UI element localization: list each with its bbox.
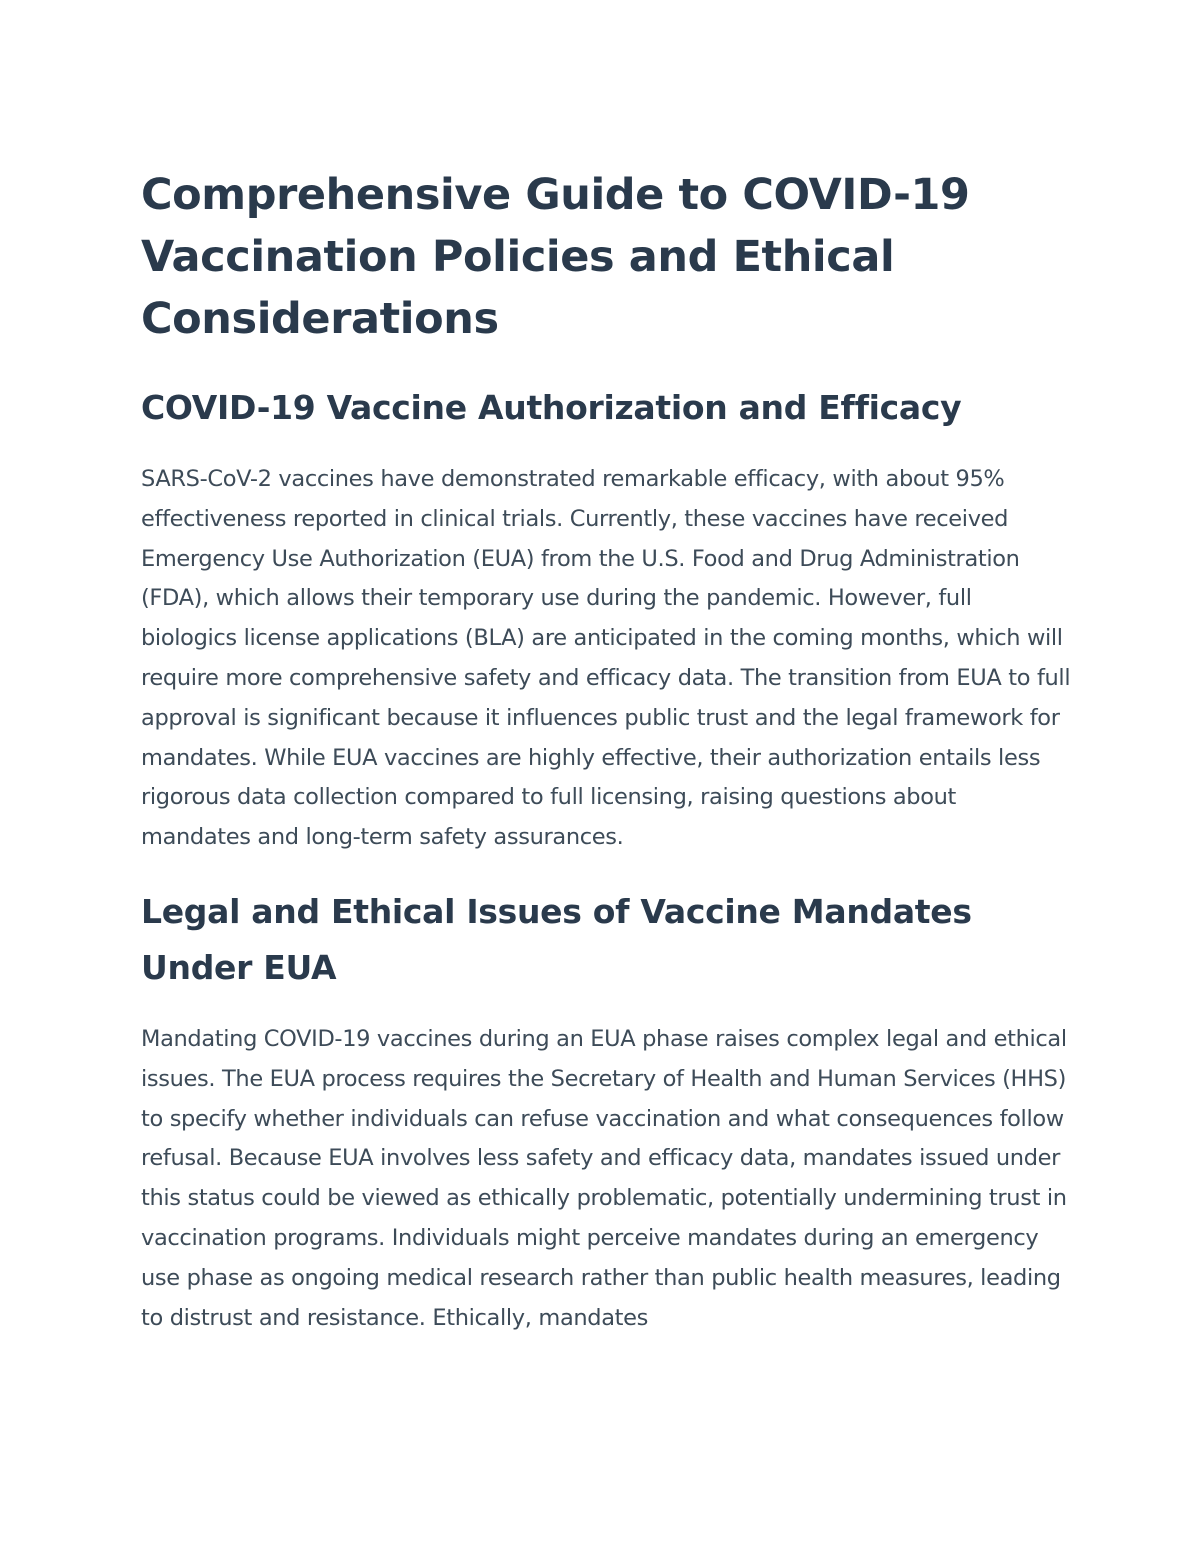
section-body-legal-ethical: Mandating COVID-19 vaccines during an EUA phase raises complex legal and ethical issues. The EUA process requires the Secretary of Health and Human Services (HHS) to specify whether individuals can refuse vaccination and what consequences follow refusal. Because EUA involves less safety and efficacy data, mandates issued under this status could be viewed as ethically problematic, potentially undermining trust in vaccination programs. Individuals might perceive mandates during an emergency use phase as ongoing medical research rather than public health measures, leading to distrust and resistance. Ethically, mandates (141, 1025, 1067, 1331)
section-body-authorization: SARS-CoV-2 vaccines have demonstrated remarkable efficacy, with about 95% effectiveness reported in clinical trials. Currently, these vaccines have received Emergency Use Authorization (EUA) from the U.S. Food and Drug Administration (FDA), which allows their temporary use during the pandemic. However, full biologics license applications (BLA) are anticipated in the coming months, which will require more comprehensive safety and efficacy data. The transition from EUA to full approval is significant because it influences public trust and the legal framework for mandates. While EUA vaccines are highly effective, their authorization entails less rigorous data collection compared to full licensing, raising questions about mandates and long-term safety assurances. (141, 466, 1071, 851)
document-page (141, 164, 1071, 1338)
section-heading-legal-ethical: Legal and Ethical Issues of Vaccine Mandates Under EUA (141, 891, 972, 987)
section-heading-authorization: COVID-19 Vaccine Authorization and Efficacy (141, 388, 962, 427)
document-title: Comprehensive Guide to COVID-19 Vaccination Policies and Ethical Considerations (141, 170, 970, 344)
